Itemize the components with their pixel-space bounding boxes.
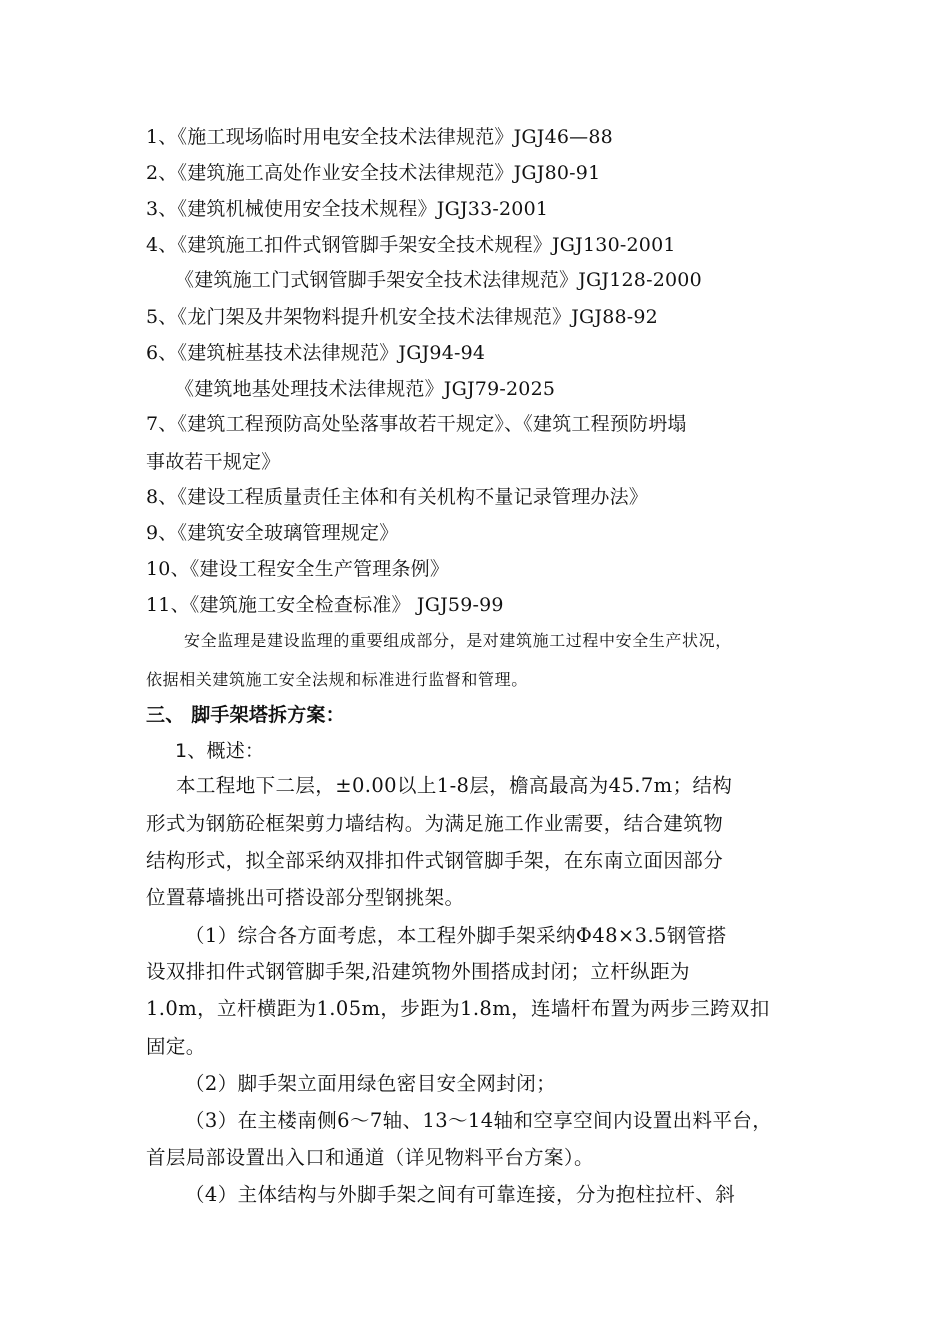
paragraph-line-5: （1）综合各方面考虑，本工程外脚手架采纳Φ48×3.5钢管搭	[185, 924, 727, 947]
paragraph-line-3: 结构形式，拟全部采纳双排扣件式钢管脚手架，在东南立面因部分	[146, 849, 724, 872]
reference-item-4: 4、《建筑施工扣件式钢管脚手架安全技术规程》JGJ130-2001	[146, 234, 676, 256]
paragraph-line-7: 1.0m，立杆横距为1.05m，步距为1.8m，连墙杆布置为两步三跨双扣	[146, 997, 770, 1020]
reference-item-3: 3、《建筑机械使用安全技术规程》JGJ33-2001	[146, 198, 549, 220]
note-line-1: 安全监理是建设监理的重要组成部分，是对建筑施工过程中安全生产状况，	[184, 631, 732, 650]
reference-item-7: 7、《建筑工程预防高处坠落事故若干规定》、《建筑工程预防坍塌	[146, 413, 687, 435]
reference-item-8: 8、《建设工程质量责任主体和有关机构不量记录管理办法》	[146, 486, 648, 508]
paragraph-line-11: 首层局部设置出入口和通道（详见物料平台方案）。	[146, 1146, 594, 1169]
paragraph-line-8: 固定。	[146, 1035, 206, 1058]
section-title: 三、 脚手架塔拆方案：	[146, 704, 345, 726]
note-line-2: 依据相关建筑施工安全法规和标准进行监督和管理。	[146, 670, 528, 689]
reference-item-7-cont: 事故若干规定》	[146, 451, 281, 473]
reference-item-6: 6、《建筑桩基技术法律规范》JGJ94-94	[146, 342, 486, 364]
paragraph-line-6: 设双排扣件式钢管脚手架,沿建筑物外围搭成封闭；立杆纵距为	[146, 960, 690, 983]
reference-item-6b: 《建筑地基处理技术法律规范》JGJ79-2025	[175, 378, 556, 400]
subsection-title: 1、概述：	[175, 740, 265, 762]
reference-item-11: 11、《建筑施工安全检查标准》 JGJ59-99	[146, 594, 504, 616]
paragraph-line-12: （4）主体结构与外脚手架之间有可靠连接，分为抱柱拉杆、斜	[185, 1183, 736, 1206]
paragraph-line-2: 形式为钢筋砼框架剪力墙结构。为满足施工作业需要，结合建筑物	[146, 812, 724, 835]
reference-item-5: 5、《龙门架及井架物料提升机安全技术法律规范》JGJ88-92	[146, 306, 658, 328]
paragraph-line-4: 位置幕墙挑出可搭设部分型钢挑架。	[146, 886, 465, 909]
reference-item-9: 9、《建筑安全玻璃管理规定》	[146, 522, 399, 544]
reference-item-4b: 《建筑施工门式钢管脚手架安全技术法律规范》JGJ128-2000	[175, 269, 702, 291]
reference-item-1: 1、《施工现场临时用电安全技术法律规范》JGJ46—88	[146, 126, 613, 148]
reference-item-10: 10、《建设工程安全生产管理条例》	[146, 558, 450, 580]
paragraph-line-9: （2）脚手架立面用绿色密目安全网封闭；	[185, 1072, 557, 1095]
paragraph-line-10: （3）在主楼南侧6～7轴、13～14轴和空享空间内设置出料平台，	[185, 1109, 773, 1132]
paragraph-line-1: 本工程地下二层，±0.00以上1-8层，檐高最高为45.7m；结构	[176, 774, 733, 797]
reference-item-2: 2、《建筑施工高处作业安全技术法律规范》JGJ80-91	[146, 162, 601, 184]
